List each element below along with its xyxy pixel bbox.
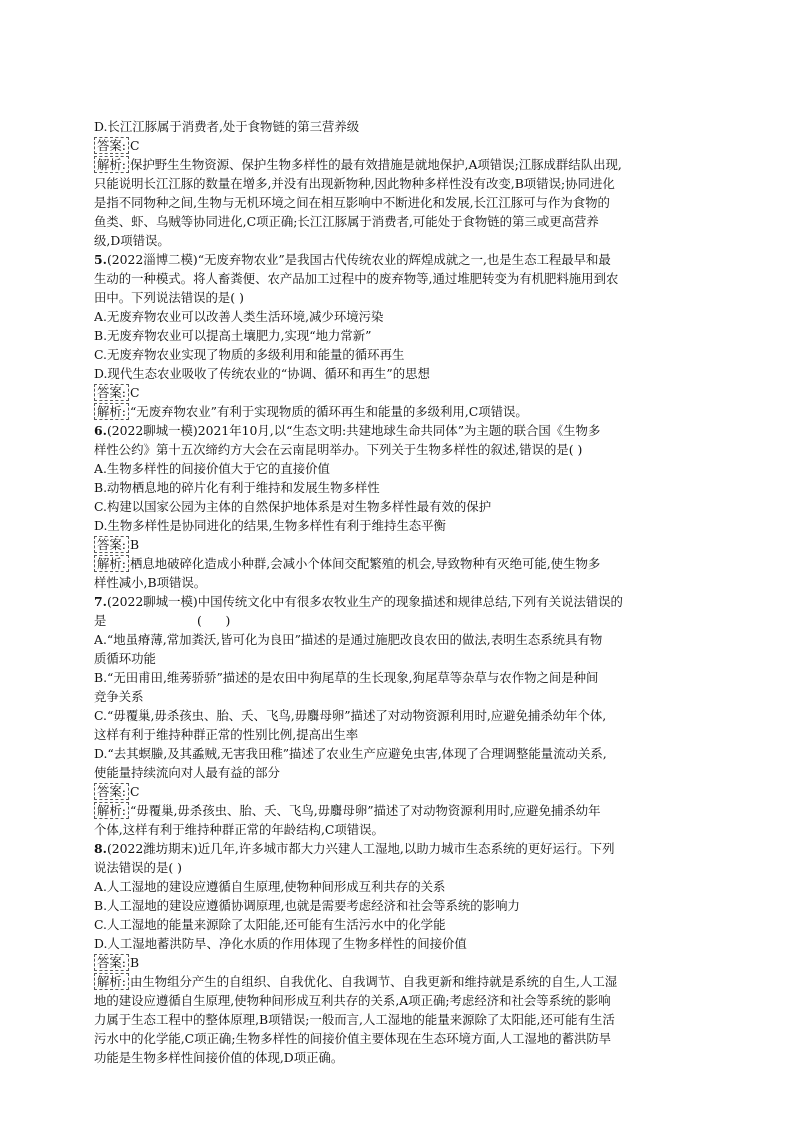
analysis-label: 解析:	[94, 555, 129, 572]
option-a: A.无废弃物农业可以改善人类生活环境,减少环境污染	[94, 309, 384, 324]
answer-row	[94, 535, 709, 554]
answer-value: B	[129, 537, 140, 552]
answer-label: 答案:	[94, 783, 129, 800]
option-c: C.构建以国家公园为主体的自然保护地体系是对生物多样性最有效的保护	[94, 499, 492, 514]
option-b: B.“无田甫田,维莠骄骄”描述的是农田中狗尾草的生长现象,狗尾草等杂草与农作物之间是种间	[94, 670, 599, 685]
stem-text: 是 ( )	[94, 613, 231, 628]
analysis-label: 解析:	[94, 403, 129, 420]
option-c: C.“毋覆巢,毋杀孩虫、胎、夭、飞鸟,毋麛母卵”描述了对动物资源利用时,应避免捕杀幼年个体,	[94, 708, 607, 723]
analysis-text: 只能说明长江江豚的数量在增多,并没有出现新物种,因此物种多样性没有改变,B项错误;协同进化	[94, 176, 615, 191]
analysis-text: 保护野生生物资源、保护生物多样性的最有效措施是就地保护,A项错误;江豚成群结队出现,	[129, 157, 622, 172]
option-d-cont: 使能量持续流向对人最有益的部分	[94, 765, 280, 780]
question-7	[94, 592, 709, 839]
analysis-row	[94, 972, 709, 991]
answer-label: 答案:	[94, 954, 129, 971]
option-d: D.长江江豚属于消费者,处于食物链的第三营养级	[94, 119, 360, 134]
question-number: 7.	[94, 594, 107, 609]
stem-text: (2022淄博二模)“无废弃物农业”是我国古代传统农业的辉煌成就之一,也是生态工程最早和最	[106, 252, 611, 267]
analysis-text: 力属于生态工程中的整体原理,B项错误;一般而言,人工湿地的能量来源除了太阳能,还可能有生活	[94, 1012, 615, 1027]
answer-value: C	[129, 138, 140, 153]
question-number: 5.	[94, 252, 107, 267]
document-page	[94, 117, 709, 1067]
question-5	[94, 250, 709, 421]
stem-text: 田中。下列说法错误的是( )	[94, 290, 244, 305]
option-b: B.动物栖息地的碎片化有利于维持和发展生物多样性	[94, 480, 380, 495]
analysis-text: 是指不同物种之间,生物与无机环境之间在相互影响中不断进化和发展,长江江豚可与作为食物的	[94, 195, 610, 210]
answer-row	[94, 136, 709, 155]
answer-label: 答案:	[94, 384, 129, 401]
question-stem	[94, 839, 709, 858]
analysis-text: 个体,这样有利于维持种群正常的年龄结构,C项错误。	[94, 822, 384, 837]
analysis-row	[94, 554, 709, 573]
analysis-text: 样性减小,B项错误。	[94, 575, 207, 590]
option-b: B.人工湿地的建设应遵循协调原理,也就是需要考虑经济和社会等系统的影响力	[94, 898, 520, 913]
answer-label: 答案:	[94, 536, 129, 553]
stem-text: 说法错误的是( )	[94, 860, 182, 875]
stem-text: 样性公约》第十五次缔约方大会在云南昆明举办。下列关于生物多样性的叙述,错误的是( )	[94, 442, 583, 457]
answer-value: C	[129, 784, 140, 799]
option-d: D.生物多样性是协同进化的结果,生物多样性有利于维持生态平衡	[94, 518, 446, 533]
question-stem	[94, 592, 709, 611]
analysis-text: 功能是生物多样性间接价值的体现,D项正确。	[94, 1050, 344, 1065]
option-d: D.“去其螟螣,及其蟊贼,无害我田稚”描述了农业生产应避免虫害,体现了合理调整能量流动关系,	[94, 746, 607, 761]
option-a: A.生物多样性的间接价值大于它的直接价值	[94, 461, 330, 476]
answer-row	[94, 782, 709, 801]
option-b-cont: 竞争关系	[94, 689, 144, 704]
stem-text: (2022聊城一模)2021年10月,以“生态文明:共建地球生命共同体”为主题的联合国《生物多	[106, 423, 601, 438]
option-d: D.现代生态农业吸收了传统农业的“协调、循环和再生”的思想	[94, 366, 430, 381]
question-6	[94, 421, 709, 592]
option-c: C.无废弃物农业实现了物质的多级利用和能量的循环再生	[94, 347, 405, 362]
question-4-tail	[94, 117, 709, 250]
stem-text: (2022潍坊期末)近几年,许多城市都大力兴建人工湿地,以助力城市生态系统的更好运行。下列	[106, 841, 615, 856]
analysis-text: 鱼类、虾、乌贼等协同进化,C项正确;长江江豚属于消费者,可能处于食物链的第三或更高营养	[94, 214, 599, 229]
analysis-text: “毋覆巢,毋杀孩虫、胎、夭、飞鸟,毋麛母卵”描述了对动物资源利用时,应避免捕杀幼年	[129, 803, 601, 818]
analysis-text: 污水中的化学能,C项正确;生物多样性的间接价值主要体现在生态环境方面,人工湿地的蓄洪防旱	[94, 1031, 612, 1046]
analysis-text: 由生物组分产生的自组织、自我优化、自我调节、自我更新和维持就是系统的自生,人工湿	[129, 974, 618, 989]
option-d: D.人工湿地蓄洪防旱、净化水质的作用体现了生物多样性的间接价值	[94, 936, 467, 951]
option-b: B.无废弃物农业可以提高土壤肥力,实现“地力常新”	[94, 328, 372, 343]
analysis-text: 地的建设应遵循自生原理,使物种间形成互利共存的关系,A项正确;考虑经济和社会等系统的影响	[94, 993, 611, 1008]
option-a: A.人工湿地的建设应遵循自生原理,使物种间形成互利共存的关系	[94, 879, 446, 894]
question-stem	[94, 250, 709, 269]
answer-value: B	[129, 955, 140, 970]
stem-text: 生动的一种模式。将人畜粪便、农产品加工过程中的废弃物等,通过堆肥转变为有机肥料施用到农	[94, 271, 619, 286]
question-stem	[94, 421, 709, 440]
analysis-row	[94, 801, 709, 820]
analysis-text: “无废弃物农业”有利于实现物质的循环再生和能量的多级利用,C项错误。	[129, 404, 528, 419]
question-number: 8.	[94, 841, 107, 856]
question-8	[94, 839, 709, 1067]
option-a: A.“地虽瘠薄,常加粪沃,皆可化为良田”描述的是通过施肥改良农田的做法,表明生态系统具有物	[94, 632, 603, 647]
analysis-text: 栖息地破碎化造成小种群,会减小个体间交配繁殖的机会,导致物种有灭绝可能,使生物多	[129, 556, 601, 571]
analysis-label: 解析:	[94, 802, 129, 819]
answer-row	[94, 953, 709, 972]
option-c-cont: 这样有利于维持种群正常的性别比例,提高出生率	[94, 727, 359, 742]
analysis-row	[94, 402, 709, 421]
analysis-label: 解析:	[94, 156, 129, 173]
stem-text: (2022聊城一模)中国传统文化中有很多农牧业生产的现象描述和规律总结,下列有关说法错误的	[106, 594, 623, 609]
answer-value: C	[129, 385, 140, 400]
analysis-label: 解析:	[94, 973, 129, 990]
analysis-text: 级,D项错误。	[94, 233, 170, 248]
option-a-cont: 质循环功能	[94, 651, 156, 666]
option-c: C.人工湿地的能量来源除了太阳能,还可能有生活污水中的化学能	[94, 917, 446, 932]
analysis-row	[94, 155, 709, 174]
answer-label: 答案:	[94, 137, 129, 154]
answer-row	[94, 383, 709, 402]
question-number: 6.	[94, 423, 107, 438]
